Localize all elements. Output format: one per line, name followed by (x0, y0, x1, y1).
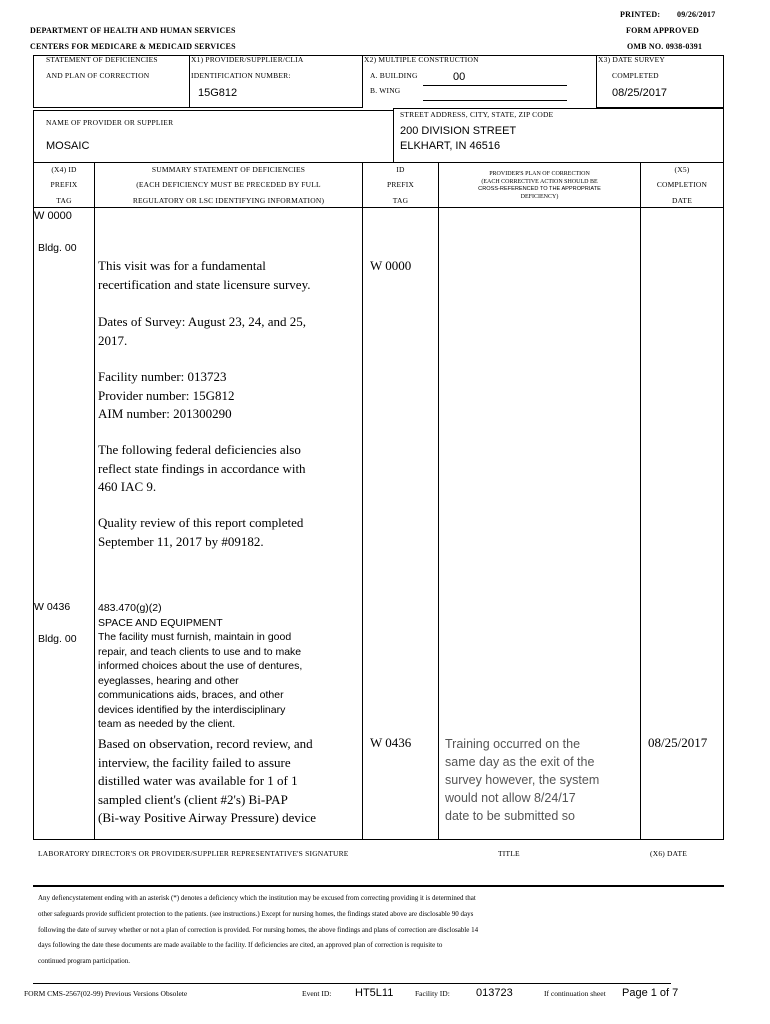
box-row1-bottom-left (33, 107, 363, 108)
id-tag-w0436: W 0436 (370, 735, 412, 750)
name-box-left (33, 110, 34, 163)
continuation-label: If continuation sheet (544, 989, 606, 998)
event-id-label: Event ID: (302, 989, 332, 998)
facility-id-value: 013723 (476, 987, 513, 999)
building-tag-2: Bldg. 00 (38, 633, 77, 645)
x4-prefix-header: PREFIX (50, 180, 78, 189)
signature-divider (33, 885, 724, 887)
completion-date: 08/25/2017 (648, 735, 708, 750)
x4-tag-header: TAG (56, 196, 72, 205)
survey-dates-paragraph: Dates of Survey: August 23, 24, and 25, 2017. (98, 314, 306, 348)
finding-paragraph: Based on observation, record review, and interview, the facility failed to assure distilled water was available for 1 of 1 sampled client's (client #2's) Bi-PAP (Bi-way Positive Airway Pressure) device (98, 736, 317, 825)
building-underline (423, 85, 567, 86)
x2-label: X2) MULTIPLE CONSTRUCTION (364, 55, 479, 64)
completed-label: COMPLETED (612, 71, 659, 80)
table-col-divider-3 (438, 163, 439, 840)
plan-of-correction-text: Training occurred on the same day as the exit of the survey however, the system would not allow 8/24/17 date to be submitted so (445, 737, 600, 823)
box-divider-3 (596, 55, 597, 108)
x5-header: (X5) (674, 165, 690, 174)
column-header-bottom (33, 207, 724, 208)
name-street-divider (393, 108, 394, 163)
table-right-border (723, 163, 724, 840)
id-header: ID (396, 165, 405, 174)
plan-subheader-3: DEFICIENCY) (520, 194, 559, 200)
plan-label: AND PLAN OF CORRECTION (46, 71, 150, 80)
x6-date-label: (X6) DATE (650, 849, 688, 858)
title-label: TITLE (498, 849, 520, 858)
footnote-line-1: Any defiencystatement ending with an asterisk (*) denotes a deficiency which the institution may be excused from correcting providing it is determined that (38, 894, 476, 902)
street-box-top (393, 108, 723, 109)
plan-subheader-2: CROSS-REFERENCED TO THE APPROPRIATE (478, 186, 601, 192)
box-divider-2 (362, 55, 363, 108)
omb-number: OMB NO. 0938-0391 (627, 42, 703, 51)
facility-id-label: Facility ID: (415, 989, 450, 998)
footnote-line-4: days following the date these documents are made available to the facility. If deficiencies are cited, an approved plan of correction is requisite to (38, 941, 443, 949)
plan-subheader-1: (EACH CORRECTIVE ACTION SHOULD BE (481, 179, 598, 185)
director-signature-label: LABORATORY DIRECTOR'S OR PROVIDER/SUPPLIER REPRESENTATIVE'S SIGNATURE (38, 849, 349, 858)
provider-name-value: MOSAIC (46, 140, 90, 152)
wing-label: B. WING (370, 86, 401, 95)
table-col-divider-2 (362, 163, 363, 840)
form-number: FORM CMS-2567(02-99) Previous Versions Obsolete (24, 989, 188, 998)
survey-date-value: 08/25/2017 (612, 87, 668, 99)
centers-title: CENTERS FOR MEDICARE & MEDICAID SERVICES (30, 42, 236, 51)
table-left-border (33, 163, 34, 840)
x4-id-header: (X4) ID (51, 165, 77, 174)
department-title: DEPARTMENT OF HEALTH AND HUMAN SERVICES (30, 26, 236, 35)
prefix-tag-w0000: W 0000 (34, 210, 72, 222)
street-address-label: STREET ADDRESS, CITY, STATE, ZIP CODE (400, 110, 554, 119)
statement-label: STATEMENT OF DEFICIENCIES (46, 55, 158, 64)
survey-intro-paragraph: This visit was for a fundamental recertification and state licensure survey. (98, 258, 311, 292)
box-right-border (723, 55, 724, 163)
page-number: Page 1 of 7 (622, 987, 679, 999)
building-tag-1: Bldg. 00 (38, 242, 77, 254)
x3-label: X3) DATE SURVEY (598, 55, 665, 64)
form-approved: FORM APPROVED (626, 26, 700, 35)
footnote-line-5: continued program participation. (38, 957, 130, 965)
box-left-border (33, 55, 34, 108)
street-line-1: 200 DIVISION STREET (400, 125, 517, 137)
id-tag-header: TAG (392, 196, 409, 205)
table-col-divider-4 (640, 163, 641, 840)
name-box-bottom (33, 162, 724, 163)
prefix-tag-w0436: W 0436 (34, 601, 71, 613)
building-label: A. BUILDING (370, 71, 418, 80)
provider-id-value: 15G812 (198, 87, 238, 99)
wing-underline (423, 100, 567, 101)
building-value: 00 (453, 71, 466, 83)
table-bottom-border (33, 839, 724, 840)
id-prefix-header: PREFIX (386, 180, 415, 189)
printed-label: PRINTED: (620, 10, 661, 19)
summary-subheader-2: REGULATORY OR LSC IDENTIFYING INFORMATION) (132, 196, 325, 205)
footnote-line-2: other safeguards provide sufficient protection to the patients. (see instructions.) Except for nursing homes, the findings stated above are disclosable 90 days (38, 910, 474, 918)
summary-subheader-1: (EACH DEFICIENCY MUST BE PRECEDED BY FULL (136, 180, 321, 189)
event-id-value: HT5L11 (355, 987, 394, 999)
printed-date: 09/26/2017 (677, 10, 716, 19)
footer-divider (33, 983, 671, 984)
name-box-top (33, 110, 393, 111)
date-header: DATE (672, 196, 692, 205)
street-line-2: ELKHART, IN 46516 (400, 140, 501, 152)
plan-header: PROVIDER'S PLAN OF CORRECTION (489, 171, 590, 177)
quality-review-paragraph: Quality review of this report completed September 11, 2017 by #09182. (98, 515, 304, 549)
summary-header: SUMMARY STATEMENT OF DEFICIENCIES (151, 165, 306, 174)
completion-header: COMPLETION (656, 180, 708, 189)
x1-label: X1) PROVIDER/SUPPLIER/CLIA (191, 55, 304, 64)
table-col-divider-1 (94, 163, 95, 840)
provider-name-label: NAME OF PROVIDER OR SUPPLIER (46, 118, 174, 127)
box-divider-1 (189, 55, 190, 108)
federal-deficiencies-paragraph: The following federal deficiencies also reflect state findings in accordance with 460 IAC 9. (98, 442, 306, 494)
footnote-line-3: following the date of survey whether or not a plan of correction is provided. For nursing homes, the above findings and plans of correction are disclosable 14 (38, 926, 479, 934)
id-tag-w0000: W 0000 (370, 258, 412, 273)
identification-label: IDENTIFICATION NUMBER: (191, 71, 291, 80)
regulation-text: 483.470(g)(2) SPACE AND EQUIPMENT The facility must furnish, maintain in good repair, and teach clients to use and to make informed choices about the use of dentures, eyeglasses, hearing and other communications aids, braces, and other devices identified by the interdisciplinary team as needed by the client. (98, 602, 303, 730)
facility-numbers-paragraph: Facility number: 013723 Provider number: 15G812 AIM number: 201300290 (98, 369, 235, 421)
